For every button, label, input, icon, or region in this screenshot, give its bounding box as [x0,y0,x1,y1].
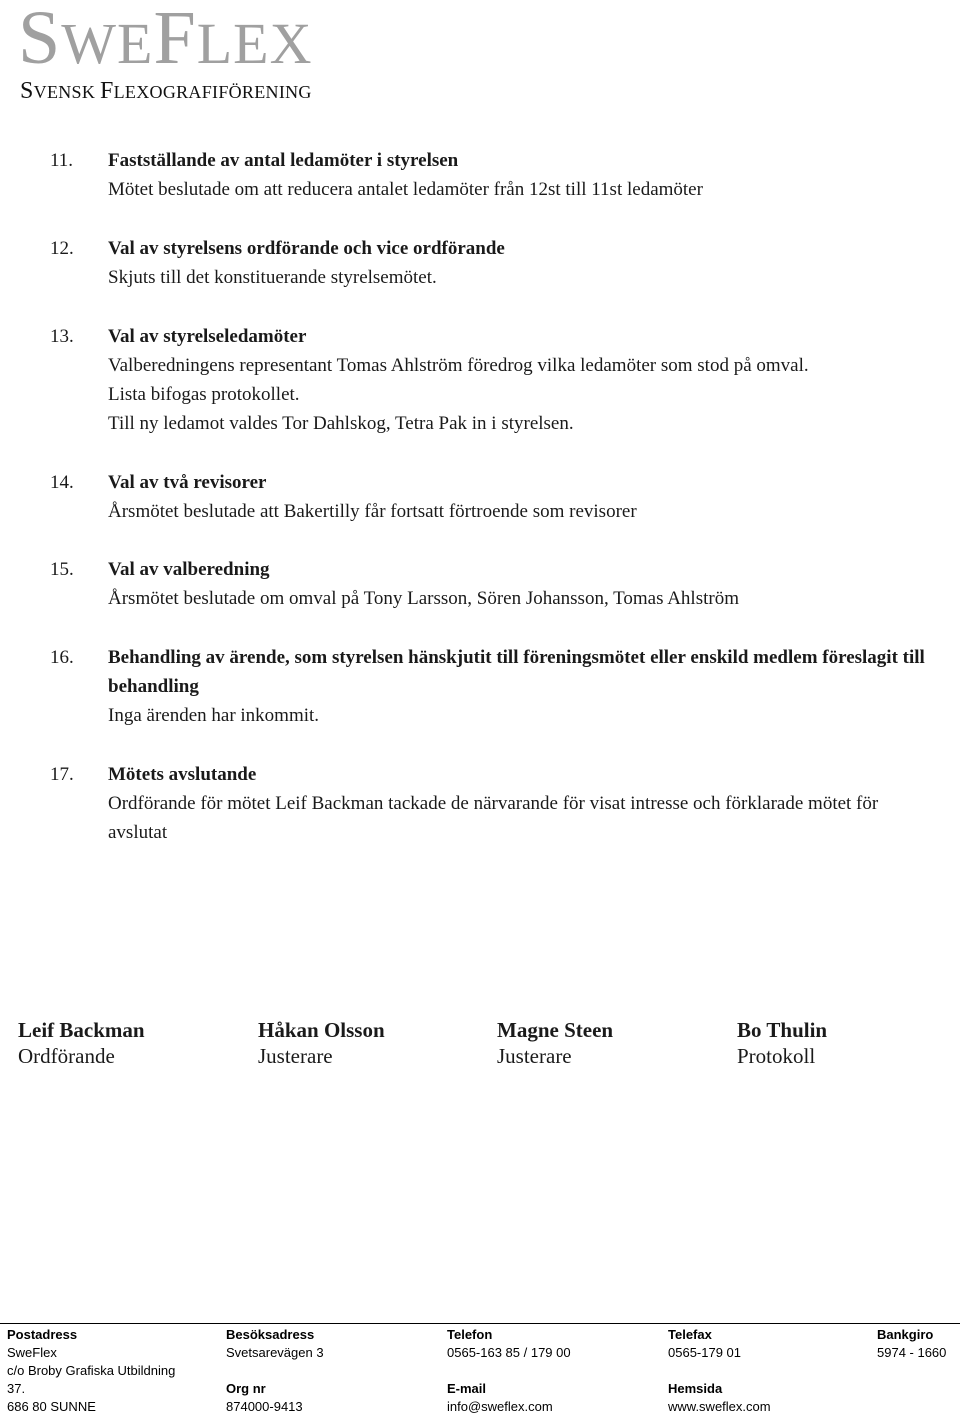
footer-label: Org nr [226,1381,266,1396]
footer-telefax [668,1326,771,1416]
signature-role: Protokoll [737,1044,816,1068]
footer-postadress [7,1326,175,1416]
footer-value: 686 80 SUNNE [7,1399,96,1414]
item-text: Lista bifogas protokollet. [108,384,300,405]
footer-divider [0,1323,960,1324]
item-number: 15. [50,559,74,580]
item-number: 17. [50,764,74,785]
item-text: Årsmötet beslutade om omval på Tony Larsson, Sören Johansson, Tomas Ahlström [108,588,739,609]
logo-subtitle-letters: LEXOGRAFIFÖRENING [113,82,312,102]
item-heading: Val av valberedning [108,559,270,580]
item-heading: Val av styrelseledamöter [108,326,307,347]
item-number: 12. [50,238,74,259]
logo-subtitle-letter: S [20,78,34,104]
footer-value: Svetsarevägen 3 [226,1345,324,1360]
item-heading: Val av två revisorer [108,472,267,493]
footer-label: Besöksadress [226,1327,315,1342]
item-number: 14. [50,472,74,493]
agenda-item-16 [50,643,940,730]
footer-label: Telefax [668,1327,712,1342]
item-number: 13. [50,326,74,347]
footer [0,1326,960,1415]
item-heading: Behandling av ärende, som styrelsen hänskjutit till föreningsmötet eller enskild medlem föreslagit till behandling [108,647,925,697]
agenda-item-11 [50,146,940,204]
item-heading: Val av styrelsens ordförande och vice ordförande [108,238,505,259]
agenda-item-17 [50,760,940,847]
footer-value: SweFlex [7,1345,57,1360]
logo-letters: WE [61,11,154,76]
signature-name: Leif Backman [18,1018,145,1042]
item-text: Till ny ledamot valdes Tor Dahlskog, Tetra Pak in i styrelsen. [108,413,574,434]
logo-letter: S [18,0,62,80]
signature-block [737,1017,827,1069]
footer-value: c/o Broby Grafiska Utbildning [7,1363,176,1378]
footer-value: 0565-163 85 / 179 00 [447,1345,571,1360]
footer-email[interactable]: info@sweflex.com [447,1399,553,1414]
item-number: 16. [50,647,74,668]
signature-name: Bo Thulin [737,1018,828,1042]
footer-spacer [226,1362,324,1380]
logo-subtitle-letters: VENSK [33,82,100,102]
footer-spacer [447,1362,571,1380]
logo-subtitle-letter: F [99,78,114,104]
signature-role: Justerare [497,1044,572,1068]
footer-value: 0565-179 01 [668,1345,742,1360]
logo-subtitle [20,78,312,105]
footer-value: 874000-9413 [226,1399,303,1414]
signature-role: Justerare [258,1044,333,1068]
agenda-item-15 [50,555,940,613]
signature-block [18,1017,145,1069]
footer-bankgiro [877,1326,946,1362]
footer-label: Hemsida [668,1381,723,1396]
item-text: Inga ärenden har inkommit. [108,705,320,726]
item-heading: Fastställande av antal ledamöter i styrelsen [108,150,459,171]
item-text: Mötet beslutade om att reducera antalet ledamöter från 12st till 11st ledamöter [108,179,703,200]
signature-block [497,1017,613,1069]
item-number: 11. [50,150,74,171]
logo-letter: F [153,0,197,80]
footer-label: Postadress [7,1327,78,1342]
footer-value: 5974 - 1660 [877,1345,947,1360]
footer-spacer [668,1362,771,1380]
footer-website-link[interactable]: www.sweflex.com [668,1399,771,1414]
agenda-item-13 [50,322,940,438]
footer-telefon [447,1326,571,1416]
item-text: Valberedningens representant Tomas Ahlström föredrog vilka ledamöter som stod på omval. [108,355,809,376]
logo-letters: LEX [196,11,313,76]
logo-wordmark [18,0,313,80]
item-heading: Mötets avslutande [108,764,257,785]
signature-name: Håkan Olsson [258,1018,385,1042]
item-text: Ordförande för mötet Leif Backman tackade de närvarande för visat intresse och förklarade mötet för avslutat [108,793,879,843]
agenda-item-12 [50,234,940,292]
item-text: Årsmötet beslutade att Bakertilly får fortsatt förtroende som revisorer [108,501,637,522]
footer-label: Telefon [447,1327,493,1342]
footer-value: 37. [7,1381,26,1396]
agenda-item-14 [50,468,940,526]
signature-block [258,1017,385,1069]
item-text: Skjuts till det konstituerande styrelsemötet. [108,267,437,288]
signature-role: Ordförande [18,1044,115,1068]
footer-besoksadress [226,1326,324,1416]
footer-label: E-mail [447,1381,487,1396]
signature-name: Magne Steen [497,1018,614,1042]
footer-label: Bankgiro [877,1327,934,1342]
